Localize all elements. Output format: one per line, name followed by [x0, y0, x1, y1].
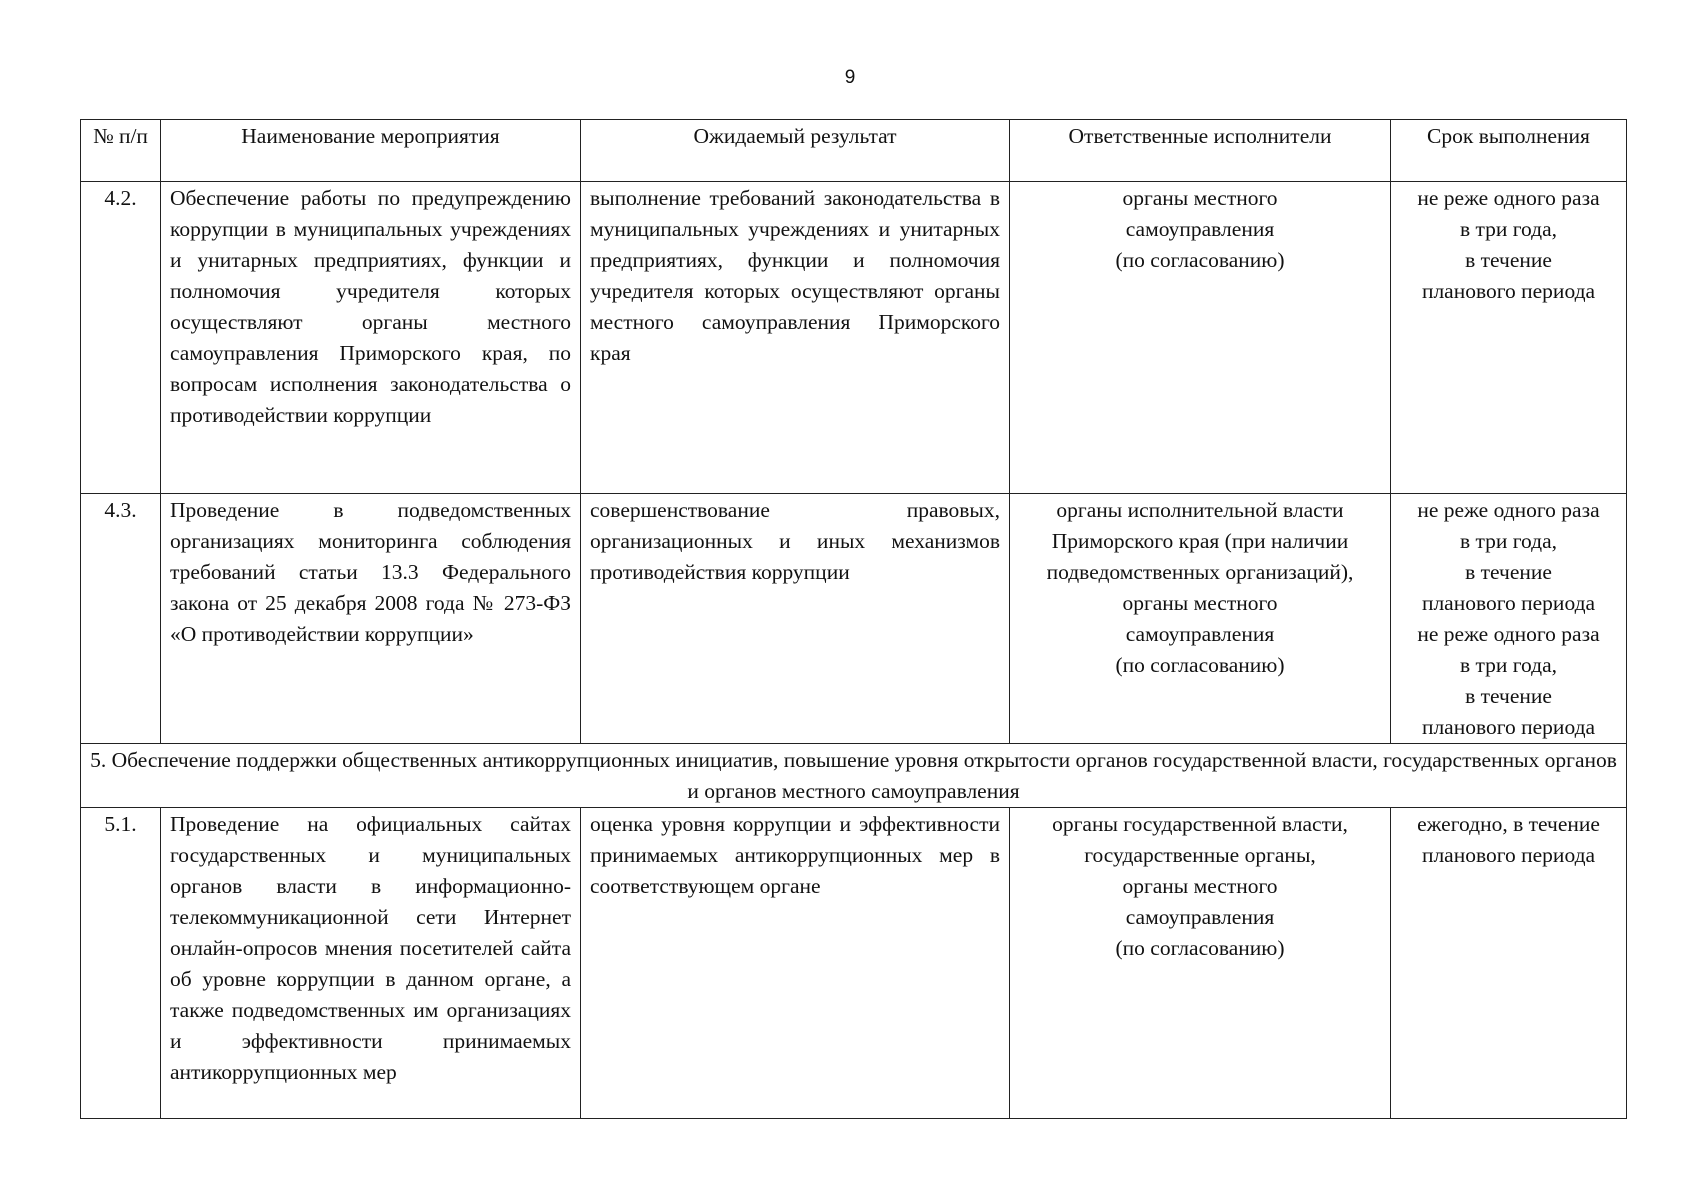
execution-term	[1391, 494, 1627, 744]
executor-line: (по согласованию)	[1115, 936, 1285, 960]
term-line: не реже одного раза	[1417, 498, 1600, 522]
execution-term	[1391, 182, 1627, 494]
expected-result: выполнение требований законодательства в муниципальных учреждениях и унитарных предприятиях, функции и полномочия учредителя которых осуществляют органы местного самоуправления Приморского края	[581, 182, 1010, 494]
measure-name: Проведение на официальных сайтах государственных и муниципальных органов власти в информационно-телекоммуникационной сети Интернет онлайн-опросов мнения посетителей сайта об уровне коррупции в данном органе, а также подведомственных им организациях и эффективности принимаемых антикоррупционных мер	[161, 808, 581, 1119]
term-line: в три года,	[1459, 217, 1558, 241]
table-row	[81, 182, 1627, 494]
measure-name: Обеспечение работы по предупреждению коррупции в муниципальных учреждениях и унитарных предприятиях, функции и полномочия учредителя которых осуществляют органы местного самоуправления Приморского края, по вопросам исполнения законодательства о противодействии коррупции	[161, 182, 581, 494]
executor-line: органы местного	[1122, 186, 1278, 210]
row-number: 5.1.	[81, 808, 161, 1119]
header-term: Срок выполнения	[1391, 120, 1627, 182]
measure-name: Проведение в подведомственных организациях мониторинга соблюдения требований статьи 13.3 Федерального закона от 25 декабря 2008 года № 273-ФЗ «О противодействии коррупции»	[161, 494, 581, 744]
header-num: № п/п	[81, 120, 161, 182]
term-line: ежегодно, в течение	[1417, 812, 1600, 836]
term-line: планового периода	[1421, 279, 1596, 303]
responsible-executors	[1010, 182, 1391, 494]
executor-line: Приморского края (при наличии	[1051, 529, 1349, 553]
responsible-executors	[1010, 494, 1391, 744]
header-result: Ожидаемый результат	[581, 120, 1010, 182]
section-row	[81, 744, 1627, 808]
term-line: в три года,	[1459, 653, 1558, 677]
executor-line: самоуправления	[1125, 622, 1275, 646]
term-line: планового периода	[1421, 843, 1596, 867]
measures-table	[80, 119, 1627, 1119]
row-number: 4.3.	[81, 494, 161, 744]
term-line: планового периода	[1421, 591, 1596, 615]
term-line: в течение	[1465, 248, 1552, 272]
executor-line: государственные органы,	[1084, 843, 1316, 867]
expected-result: совершенствование правовых, организационных и иных механизмов противодействия коррупции	[581, 494, 1010, 744]
executor-line: самоуправления	[1125, 905, 1275, 929]
executor-line: органы государственной власти,	[1052, 812, 1348, 836]
term-line: не реже одного раза	[1417, 186, 1600, 210]
row-number: 4.2.	[81, 182, 161, 494]
term-line: в три года,	[1459, 529, 1558, 553]
page-number: 9	[844, 67, 856, 88]
executor-line: органы исполнительной власти	[1056, 498, 1344, 522]
table-row	[81, 808, 1627, 1119]
header-name: Наименование мероприятия	[161, 120, 581, 182]
executor-line: органы местного	[1122, 591, 1278, 615]
term-line: в течение	[1465, 560, 1552, 584]
term-line: планового периода	[1421, 715, 1596, 739]
executor-line: (по согласованию)	[1115, 248, 1285, 272]
term-line: в течение	[1465, 684, 1552, 708]
expected-result: оценка уровня коррупции и эффективности принимаемых антикоррупционных мер в соответствующем органе	[581, 808, 1010, 1119]
header-executors: Ответственные исполнители	[1010, 120, 1391, 182]
executor-line: органы местного	[1122, 874, 1278, 898]
table-row	[81, 494, 1627, 744]
term-line: не реже одного раза	[1417, 622, 1600, 646]
table-header-row	[81, 120, 1627, 182]
responsible-executors	[1010, 808, 1391, 1119]
executor-line: подведомственных организаций),	[1046, 560, 1354, 584]
executor-line: самоуправления	[1125, 217, 1275, 241]
section-title: 5. Обеспечение поддержки общественных антикоррупционных инициатив, повышение уровня открытости органов государственной власти, государственных органов и органов местного самоуправления	[81, 744, 1627, 808]
executor-line: (по согласованию)	[1115, 653, 1285, 677]
execution-term	[1391, 808, 1627, 1119]
